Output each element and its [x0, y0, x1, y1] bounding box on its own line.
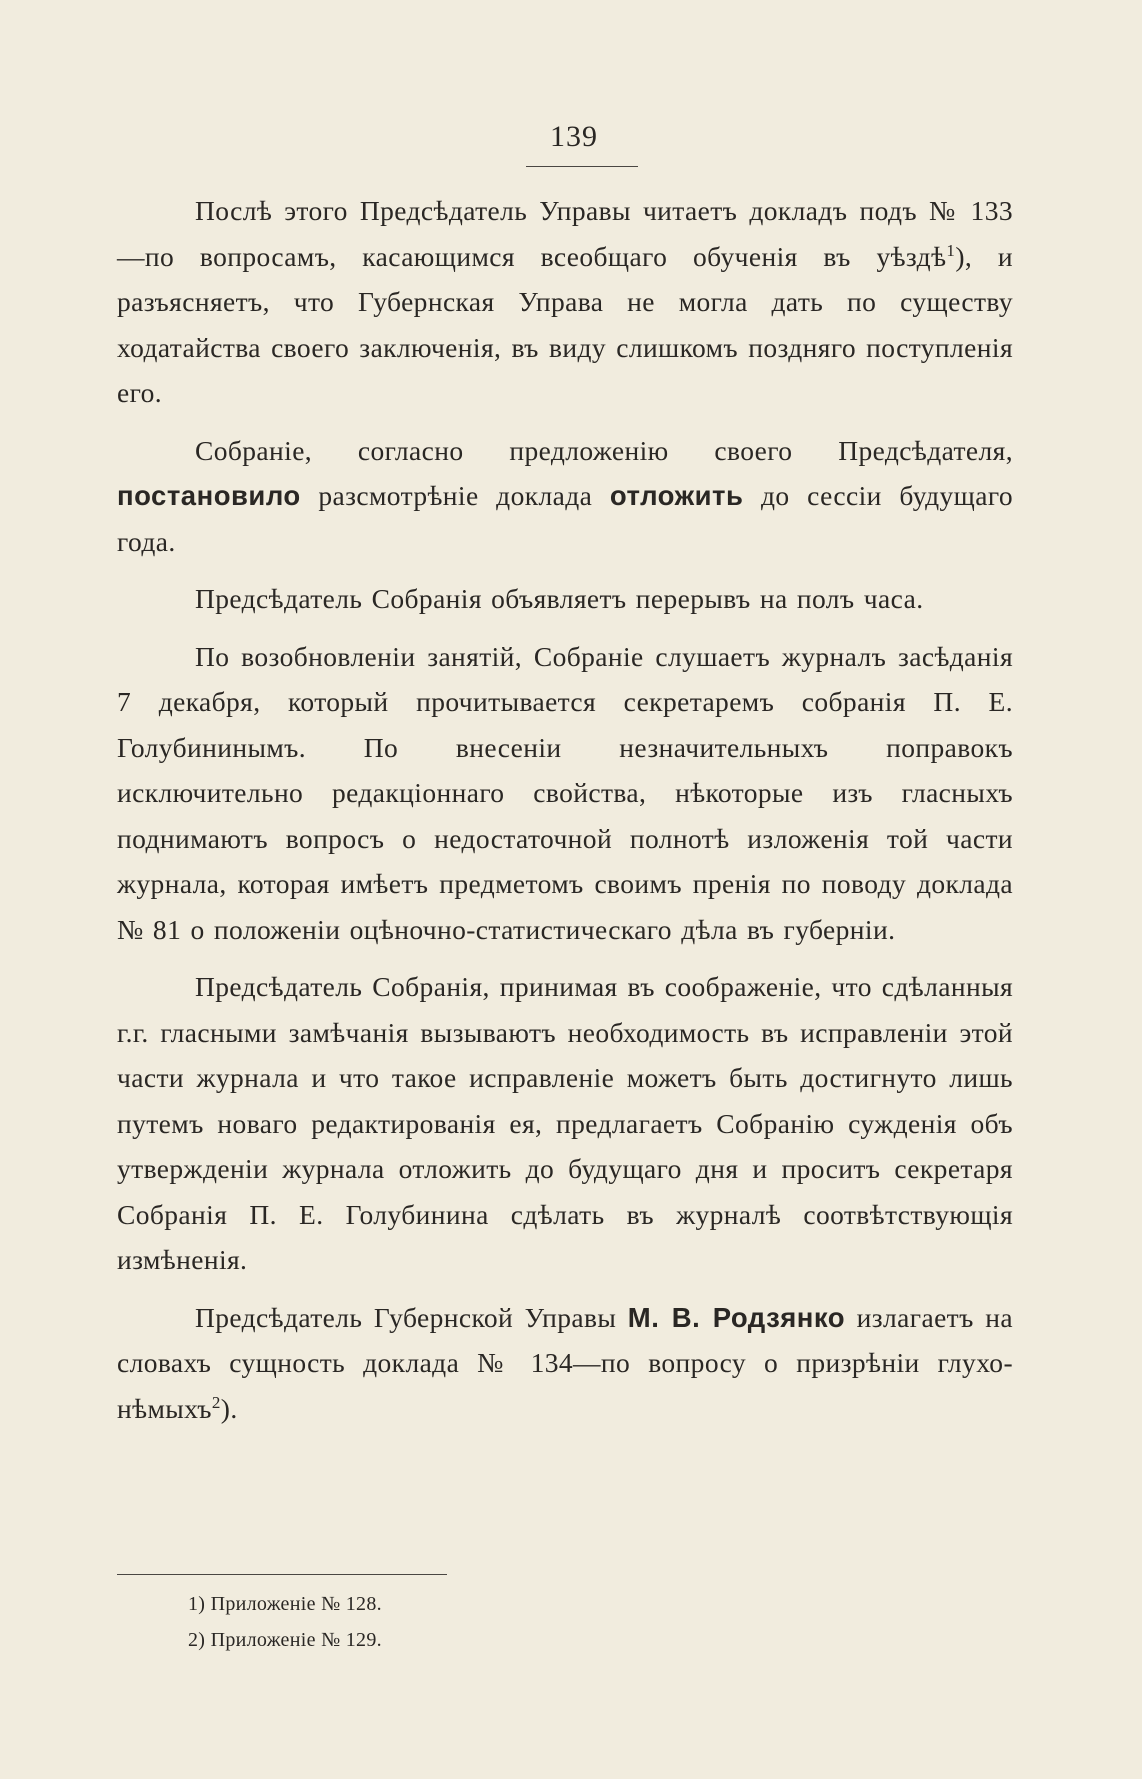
paragraph-2-bold-2: отложить: [609, 480, 744, 511]
paragraph-2: [117, 428, 1013, 565]
footnote-2-marker: 2): [188, 1629, 206, 1651]
paragraph-6-bold-name: М. В. Родзянко: [627, 1301, 846, 1333]
paragraph-6: [117, 1295, 1013, 1432]
page-number-rule: [526, 166, 638, 167]
paragraph-2-text-a: Собраніе, согласно предложенію своего Предсѣдателя,: [195, 434, 1013, 466]
footnote-2: [188, 1622, 688, 1658]
page-number: 139: [550, 120, 598, 153]
paragraph-2-bold-1: постановило: [117, 480, 301, 511]
footnote-ref-2: 2: [211, 1392, 221, 1412]
footnotes: [188, 1586, 688, 1658]
paragraph-6-text-a: Предсѣдатель Губернской Управы: [195, 1301, 617, 1333]
paragraph-1: [117, 188, 1013, 416]
footnote-1-text: Приложеніе № 128.: [210, 1593, 382, 1615]
footnote-2-text: Приложеніе № 129.: [210, 1629, 382, 1651]
paragraph-4: По возобновленіи занятій, Собраніе слушаетъ журналъ засѣданія 7 декабря, который прочитывается секретаремъ собранія П. Е. Голубининымъ. По внесеніи незначительныхъ поправокъ исключительно редакціоннаго свойства, нѣкоторые изъ гласныхъ поднимаютъ вопросъ о недостаточной полнотѣ изложенія той части журнала, которая имѣетъ предметомъ своимъ пренія по поводу доклада № 81 о положеніи оцѣночно-статистическаго дѣла въ губерніи.: [117, 640, 1013, 945]
paragraph-3: Предсѣдатель Собранія объявляетъ перерывъ на полъ часа.: [195, 583, 924, 614]
footnote-rule: [117, 1574, 447, 1575]
paragraph-1-text-a: Послѣ этого Предсѣдатель Управы читаетъ докладъ подъ № 133—по вопросамъ, касающимся всеобщаго обученія въ уѣздѣ: [117, 195, 1013, 272]
paragraph-5: Предсѣдатель Собранія, принимая въ соображеніе, что сдѣланныя г.г. гласными замѣчанія вызываютъ необходимость въ исправленіи этой части журнала и что такое исправленіе можетъ быть достигнуто лишь путемъ новаго редактированія ея, предлагаетъ Собранію сужденія объ утвержденіи журнала отложить до будущаго дня и проситъ секретаря Собранія П. Е. Голубинина сдѣлать въ журналѣ соотвѣтствующія измѣненія.: [117, 971, 1013, 1275]
paragraph-6-text-b: излагаетъ на словахъ сущность доклада № 134—по вопросу о призрѣніи глухо-нѣмыхъ: [117, 1301, 1013, 1424]
body-text: [117, 188, 1013, 1443]
paragraph-6-text-c: ).: [220, 1392, 238, 1424]
footnote-1-marker: 1): [188, 1593, 206, 1615]
paragraph-1-text-b: ), и разъясняетъ, что Губернская Управа не могла дать по существу ходатайства своего заключенія, въ виду слишкомъ поздняго поступленія его.: [117, 240, 1014, 408]
footnote-ref-1: 1: [946, 240, 956, 260]
footnote-1: [188, 1586, 688, 1622]
paragraph-2-text-b: разсмотрѣніе доклада: [318, 480, 593, 511]
paragraph-2-text-c: до сессіи будущаго года.: [117, 480, 1014, 557]
